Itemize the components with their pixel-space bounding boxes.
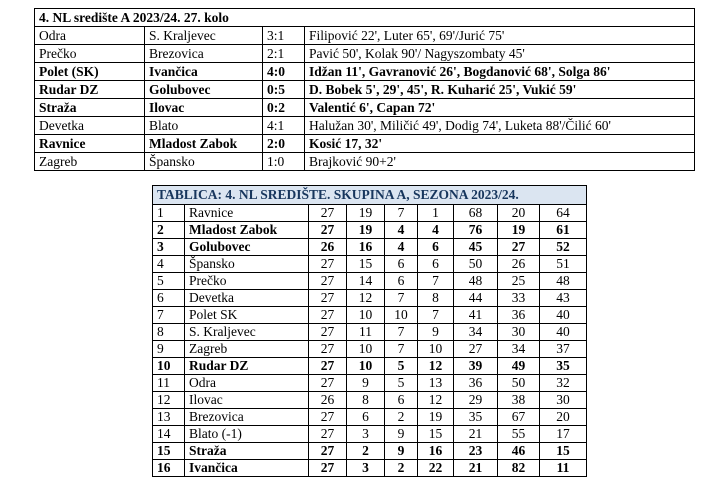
standings-losses: 7 bbox=[418, 307, 454, 324]
standings-points: 61 bbox=[540, 222, 587, 239]
standings-played: 27 bbox=[309, 358, 347, 375]
match-away-team: S. Kraljevec bbox=[145, 27, 263, 45]
standings-row bbox=[153, 358, 587, 375]
match-score: 2:0 bbox=[263, 135, 305, 153]
match-row bbox=[35, 99, 695, 117]
standings-team: Rudar DZ bbox=[185, 358, 309, 375]
match-scorers: Pavić 50', Kolak 90'/ Nagyszombaty 45' bbox=[305, 45, 695, 63]
match-away-team: Blato bbox=[145, 117, 263, 135]
results-title: 4. NL središte A 2023/24. 27. kolo bbox=[35, 9, 695, 27]
standings-position: 16 bbox=[153, 460, 185, 477]
standings-team: Blato (-1) bbox=[185, 426, 309, 443]
standings-wins: 19 bbox=[347, 205, 385, 222]
standings-title: TABLICA: 4. NL SREDIŠTE. SKUPINA A, SEZONA 2023/24. bbox=[153, 186, 587, 205]
standings-goals-against: 26 bbox=[498, 256, 540, 273]
match-row bbox=[35, 117, 695, 135]
standings-played: 27 bbox=[309, 341, 347, 358]
standings-goals-against: 20 bbox=[498, 205, 540, 222]
standings-row bbox=[153, 392, 587, 409]
standings-wins: 10 bbox=[347, 358, 385, 375]
standings-team: Odra bbox=[185, 375, 309, 392]
standings-goals-for: 76 bbox=[454, 222, 498, 239]
standings-goals-for: 34 bbox=[454, 324, 498, 341]
standings-goals-for: 29 bbox=[454, 392, 498, 409]
standings-draws: 6 bbox=[385, 256, 418, 273]
standings-goals-for: 44 bbox=[454, 290, 498, 307]
standings-row bbox=[153, 375, 587, 392]
standings-row bbox=[153, 273, 587, 290]
standings-position: 7 bbox=[153, 307, 185, 324]
standings-position: 2 bbox=[153, 222, 185, 239]
match-away-team: Špansko bbox=[145, 153, 263, 171]
standings-goals-for: 50 bbox=[454, 256, 498, 273]
standings-position: 9 bbox=[153, 341, 185, 358]
standings-losses: 6 bbox=[418, 256, 454, 273]
standings-title-row bbox=[153, 186, 587, 205]
standings-position: 11 bbox=[153, 375, 185, 392]
standings-position: 14 bbox=[153, 426, 185, 443]
match-away-team: Golubovec bbox=[145, 81, 263, 99]
standings-points: 52 bbox=[540, 239, 587, 256]
standings-row bbox=[153, 341, 587, 358]
standings-wins: 14 bbox=[347, 273, 385, 290]
standings-goals-for: 36 bbox=[454, 375, 498, 392]
standings-position: 8 bbox=[153, 324, 185, 341]
standings-goals-for: 35 bbox=[454, 409, 498, 426]
match-home-team: Devetka bbox=[35, 117, 145, 135]
match-score: 0:2 bbox=[263, 99, 305, 117]
match-away-team: Mladost Zabok bbox=[145, 135, 263, 153]
match-score: 1:0 bbox=[263, 153, 305, 171]
standings-team: Polet SK bbox=[185, 307, 309, 324]
standings-losses: 15 bbox=[418, 426, 454, 443]
standings-position: 5 bbox=[153, 273, 185, 290]
match-score: 0:5 bbox=[263, 81, 305, 99]
standings-points: 40 bbox=[540, 324, 587, 341]
standings-position: 4 bbox=[153, 256, 185, 273]
standings-row bbox=[153, 205, 587, 222]
standings-draws: 5 bbox=[385, 375, 418, 392]
match-away-team: Ivančica bbox=[145, 63, 263, 81]
standings-wins: 15 bbox=[347, 256, 385, 273]
standings-team: Prečko bbox=[185, 273, 309, 290]
standings-position: 6 bbox=[153, 290, 185, 307]
standings-wins: 8 bbox=[347, 392, 385, 409]
standings-losses: 1 bbox=[418, 205, 454, 222]
standings-wins: 16 bbox=[347, 239, 385, 256]
standings-draws: 4 bbox=[385, 222, 418, 239]
standings-losses: 7 bbox=[418, 273, 454, 290]
standings-goals-against: 50 bbox=[498, 375, 540, 392]
standings-played: 27 bbox=[309, 409, 347, 426]
standings-draws: 5 bbox=[385, 358, 418, 375]
standings-team: Devetka bbox=[185, 290, 309, 307]
standings-wins: 9 bbox=[347, 375, 385, 392]
standings-position: 10 bbox=[153, 358, 185, 375]
standings-goals-for: 48 bbox=[454, 273, 498, 290]
match-scorers: Kosić 17, 32' bbox=[305, 135, 695, 153]
standings-played: 27 bbox=[309, 443, 347, 460]
standings-wins: 6 bbox=[347, 409, 385, 426]
standings-wins: 3 bbox=[347, 426, 385, 443]
match-home-team: Rudar DZ bbox=[35, 81, 145, 99]
standings-played: 27 bbox=[309, 290, 347, 307]
standings-wins: 2 bbox=[347, 443, 385, 460]
standings-goals-against: 36 bbox=[498, 307, 540, 324]
standings-goals-against: 49 bbox=[498, 358, 540, 375]
standings-draws: 2 bbox=[385, 460, 418, 477]
standings-losses: 9 bbox=[418, 324, 454, 341]
standings-goals-against: 34 bbox=[498, 341, 540, 358]
match-scorers: Brajković 90+2' bbox=[305, 153, 695, 171]
standings-points: 51 bbox=[540, 256, 587, 273]
standings-goals-for: 23 bbox=[454, 443, 498, 460]
standings-points: 64 bbox=[540, 205, 587, 222]
match-row bbox=[35, 45, 695, 63]
standings-position: 1 bbox=[153, 205, 185, 222]
standings-team: Špansko bbox=[185, 256, 309, 273]
standings-draws: 7 bbox=[385, 205, 418, 222]
standings-draws: 7 bbox=[385, 341, 418, 358]
match-score: 4:1 bbox=[263, 117, 305, 135]
standings-played: 27 bbox=[309, 375, 347, 392]
standings-played: 27 bbox=[309, 273, 347, 290]
match-row bbox=[35, 63, 695, 81]
standings-goals-for: 41 bbox=[454, 307, 498, 324]
standings-row bbox=[153, 222, 587, 239]
match-row bbox=[35, 153, 695, 171]
standings-points: 37 bbox=[540, 341, 587, 358]
standings-losses: 12 bbox=[418, 358, 454, 375]
standings-team: Ilovac bbox=[185, 392, 309, 409]
results-table bbox=[34, 8, 695, 171]
standings-wins: 3 bbox=[347, 460, 385, 477]
match-score: 3:1 bbox=[263, 27, 305, 45]
standings-goals-for: 27 bbox=[454, 341, 498, 358]
standings-team: Golubovec bbox=[185, 239, 309, 256]
standings-points: 30 bbox=[540, 392, 587, 409]
standings-goals-for: 21 bbox=[454, 426, 498, 443]
standings-played: 27 bbox=[309, 256, 347, 273]
standings-goals-against: 67 bbox=[498, 409, 540, 426]
standings-row bbox=[153, 460, 587, 477]
standings-goals-for: 21 bbox=[454, 460, 498, 477]
standings-played: 27 bbox=[309, 222, 347, 239]
standings-losses: 16 bbox=[418, 443, 454, 460]
standings-goals-against: 25 bbox=[498, 273, 540, 290]
match-score: 2:1 bbox=[263, 45, 305, 63]
match-home-team: Polet (SK) bbox=[35, 63, 145, 81]
match-row bbox=[35, 81, 695, 99]
standings-points: 35 bbox=[540, 358, 587, 375]
standings-losses: 22 bbox=[418, 460, 454, 477]
standings-goals-against: 55 bbox=[498, 426, 540, 443]
match-scorers: D. Bobek 5', 29', 45', R. Kuharić 25', Vukić 59' bbox=[305, 81, 695, 99]
standings-draws: 6 bbox=[385, 273, 418, 290]
standings-row bbox=[153, 290, 587, 307]
standings-goals-against: 27 bbox=[498, 239, 540, 256]
standings-losses: 19 bbox=[418, 409, 454, 426]
standings-points: 40 bbox=[540, 307, 587, 324]
match-away-team: Ilovac bbox=[145, 99, 263, 117]
standings-draws: 10 bbox=[385, 307, 418, 324]
match-scorers: Halužan 30', Miličić 49', Dodig 74', Luketa 88'/Čilić 60' bbox=[305, 117, 695, 135]
standings-played: 26 bbox=[309, 239, 347, 256]
standings-losses: 13 bbox=[418, 375, 454, 392]
match-score: 4:0 bbox=[263, 63, 305, 81]
standings-points: 20 bbox=[540, 409, 587, 426]
standings-goals-against: 30 bbox=[498, 324, 540, 341]
standings-losses: 12 bbox=[418, 392, 454, 409]
standings-played: 27 bbox=[309, 205, 347, 222]
standings-team: Ravnice bbox=[185, 205, 309, 222]
match-scorers: Filipović 22', Luter 65', 69'/Jurić 75' bbox=[305, 27, 695, 45]
standings-row bbox=[153, 307, 587, 324]
results-title-row bbox=[35, 9, 695, 27]
standings-wins: 11 bbox=[347, 324, 385, 341]
match-scorers: Valentić 6', Capan 72' bbox=[305, 99, 695, 117]
standings-played: 26 bbox=[309, 392, 347, 409]
standings-goals-for: 39 bbox=[454, 358, 498, 375]
match-home-team: Straža bbox=[35, 99, 145, 117]
standings-table bbox=[152, 185, 587, 477]
standings-goals-against: 82 bbox=[498, 460, 540, 477]
standings-points: 43 bbox=[540, 290, 587, 307]
match-scorers: Idžan 11', Gavranović 26', Bogdanović 68', Solga 86' bbox=[305, 63, 695, 81]
standings-goals-against: 46 bbox=[498, 443, 540, 460]
standings-played: 27 bbox=[309, 460, 347, 477]
match-home-team: Ravnice bbox=[35, 135, 145, 153]
standings-draws: 9 bbox=[385, 443, 418, 460]
match-home-team: Zagreb bbox=[35, 153, 145, 171]
standings-losses: 4 bbox=[418, 222, 454, 239]
standings-team: Zagreb bbox=[185, 341, 309, 358]
standings-wins: 10 bbox=[347, 307, 385, 324]
standings-draws: 6 bbox=[385, 392, 418, 409]
standings-row bbox=[153, 426, 587, 443]
match-away-team: Brezovica bbox=[145, 45, 263, 63]
standings-wins: 19 bbox=[347, 222, 385, 239]
standings-losses: 10 bbox=[418, 341, 454, 358]
standings-draws: 9 bbox=[385, 426, 418, 443]
standings-played: 27 bbox=[309, 324, 347, 341]
standings-row bbox=[153, 239, 587, 256]
standings-position: 12 bbox=[153, 392, 185, 409]
standings-wins: 10 bbox=[347, 341, 385, 358]
standings-row bbox=[153, 443, 587, 460]
standings-row bbox=[153, 409, 587, 426]
standings-points: 17 bbox=[540, 426, 587, 443]
standings-team: S. Kraljevec bbox=[185, 324, 309, 341]
standings-team: Straža bbox=[185, 443, 309, 460]
standings-points: 11 bbox=[540, 460, 587, 477]
standings-played: 27 bbox=[309, 307, 347, 324]
standings-team: Brezovica bbox=[185, 409, 309, 426]
standings-points: 32 bbox=[540, 375, 587, 392]
standings-goals-for: 45 bbox=[454, 239, 498, 256]
standings-goals-for: 68 bbox=[454, 205, 498, 222]
standings-goals-against: 38 bbox=[498, 392, 540, 409]
standings-position: 15 bbox=[153, 443, 185, 460]
standings-position: 13 bbox=[153, 409, 185, 426]
standings-played: 27 bbox=[309, 426, 347, 443]
standings-draws: 2 bbox=[385, 409, 418, 426]
standings-team: Mladost Zabok bbox=[185, 222, 309, 239]
standings-goals-against: 33 bbox=[498, 290, 540, 307]
standings-draws: 7 bbox=[385, 290, 418, 307]
match-home-team: Odra bbox=[35, 27, 145, 45]
standings-row bbox=[153, 324, 587, 341]
standings-losses: 6 bbox=[418, 239, 454, 256]
match-row bbox=[35, 27, 695, 45]
standings-points: 48 bbox=[540, 273, 587, 290]
standings-position: 3 bbox=[153, 239, 185, 256]
standings-wins: 12 bbox=[347, 290, 385, 307]
standings-row bbox=[153, 256, 587, 273]
standings-losses: 8 bbox=[418, 290, 454, 307]
standings-points: 15 bbox=[540, 443, 587, 460]
standings-draws: 7 bbox=[385, 324, 418, 341]
standings-team: Ivančica bbox=[185, 460, 309, 477]
standings-draws: 4 bbox=[385, 239, 418, 256]
standings-goals-against: 19 bbox=[498, 222, 540, 239]
match-home-team: Prečko bbox=[35, 45, 145, 63]
match-row bbox=[35, 135, 695, 153]
